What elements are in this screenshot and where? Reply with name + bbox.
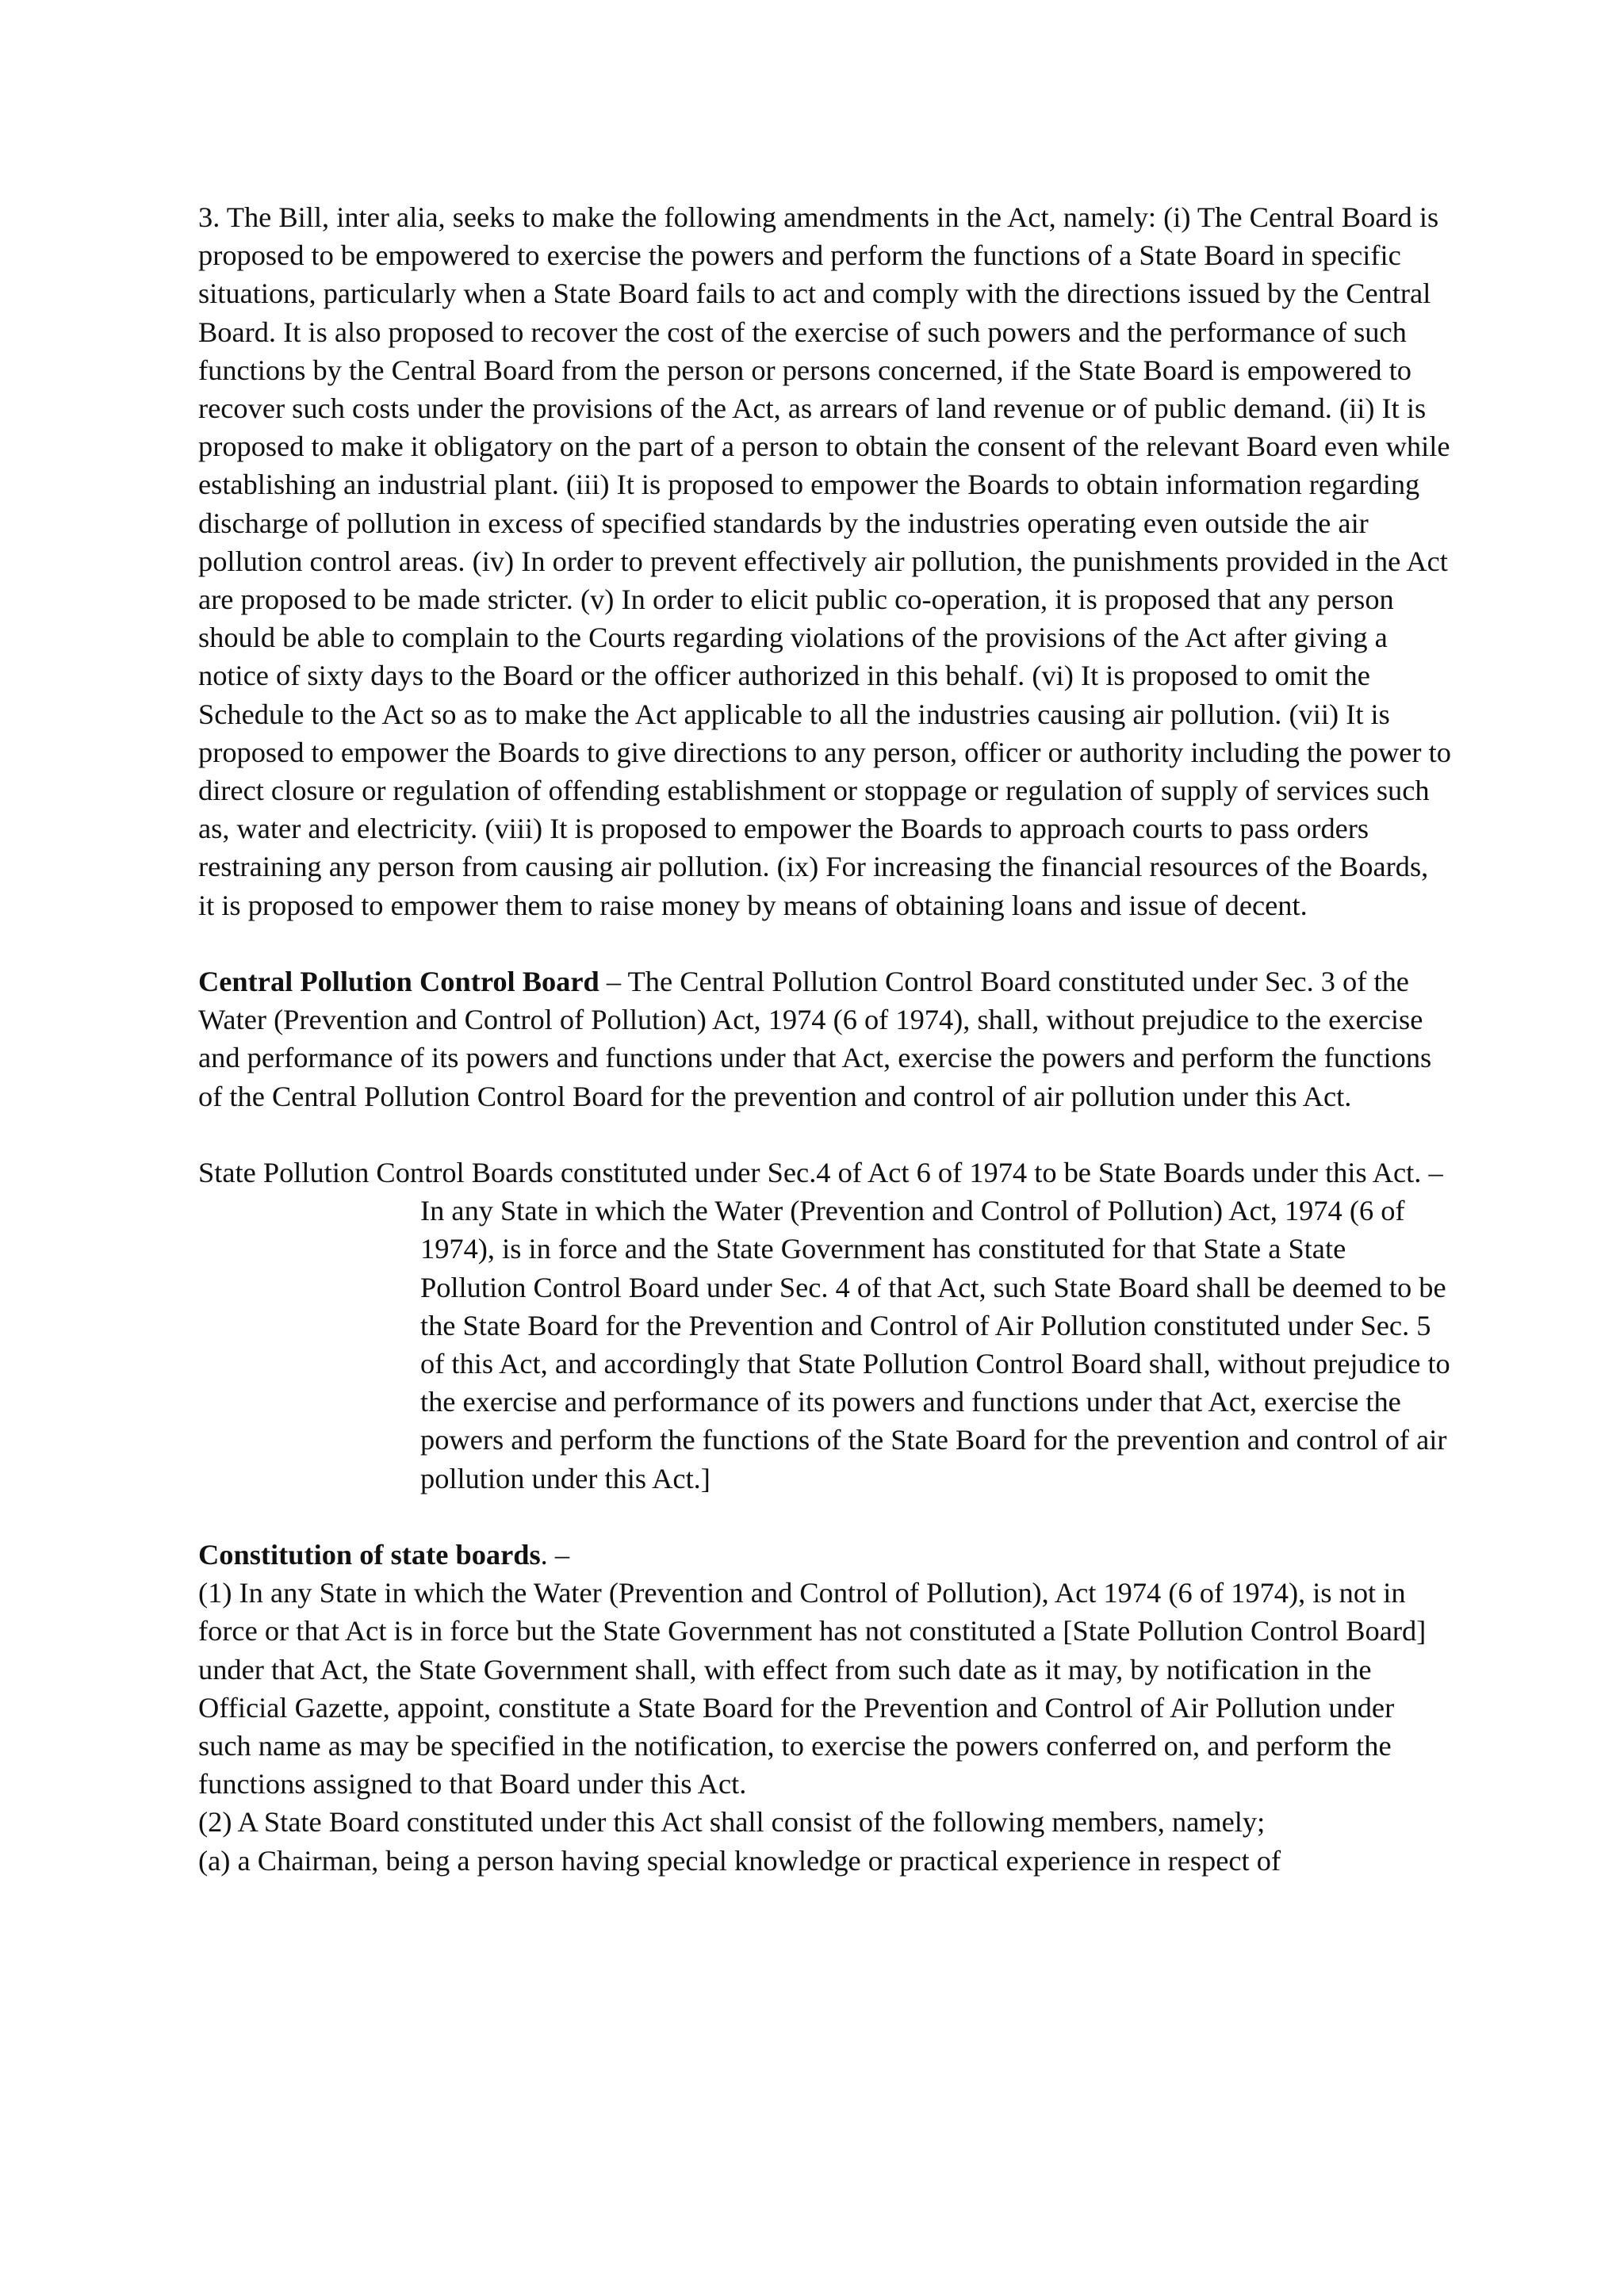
cpcb-text: – The Central Pollution Control Board constituted under Sec. 3 of the Water (Prevention and Control of Pollution) Act, 1974 (6 of 1974), shall, without prejudice to the exercise and performance of its powers and functions under that Act, exercise the powers and perform the functions of the Central Pollution Control Board for the prevention and control of air pollution under this Act. [198, 966, 1432, 1112]
spcb-heading: State Pollution Control Boards constituted under Sec.4 of Act 6 of 1974 to be State Boards under this Act. – [198, 1157, 1443, 1189]
spcb-paragraph: In any State in which the Water (Prevention and Control of Pollution) Act, 1974 (6 of 1974), is in force and the State Government has constituted for that State a State Pollution Control Board under Sec. 4 of that Act, such State Board shall be deemed to be the State Board for the Prevention and Control of Air Pollution constituted under Sec. 5 of this Act, and accordingly that State Pollution Control Board shall, without prejudice to the exercise and performance of its powers and functions under that Act, exercise the powers and perform the functions of the State Board for the prevention and control of air pollution under this Act.] [420, 1195, 1450, 1494]
bill-amendments-paragraph: 3. The Bill, inter alia, seeks to make the following amendments in the Act, namely: (i) The Central Board is proposed to be empowered to exercise the powers and perform the functions of a State Board in specific situations, particularly when a State Board fails to act and comply with the directions issued by the Central Board. It is also proposed to recover the cost of the exercise of such powers and the performance of such functions by the Central Board from the person or persons concerned, if the State Board is empowered to recover such costs under the provisions of the Act, as arrears of land revenue or of public demand. (ii) It is proposed to make it obligatory on the part of a person to obtain the consent of the relevant Board even while establishing an industrial plant. (iii) It is proposed to empower the Boards to obtain information regarding discharge of pollution in excess of specified standards by the industries operating even outside the air pollution control areas. (iv) In order to prevent effectively air pollution, the punishments provided in the Act are proposed to be made stricter. (v) In order to elicit public co-operation, it is proposed that any person should be able to complain to the Courts regarding violations of the provisions of the Act after giving a notice of sixty days to the Board or the officer authorized in this behalf. (vi) It is proposed to omit the Schedule to the Act so as to make the Act applicable to all the industries causing air pollution. (vii) It is proposed to empower the Boards to give directions to any person, officer or authority including the power to direct closure or regulation of offending establishment or stoppage or regulation of supply of services such as, water and electricity. (viii) It is proposed to empower the Boards to approach courts to pass orders restraining any person from causing air pollution. (ix) For increasing the financial resources of the Boards, it is proposed to empower them to raise money by means of obtaining loans and issue of decent. [198, 201, 1451, 921]
clause-2: (2) A State Board constituted under this Act shall consist of the following members, namely; [198, 1806, 1266, 1839]
clause-2a: (a) a Chairman, being a person having special knowledge or practical experience in respect of [198, 1844, 1281, 1877]
document-page [198, 198, 1451, 1880]
paragraph-gap [198, 924, 1451, 962]
paragraph-gap [198, 1115, 1451, 1154]
constitution-heading-line [198, 1536, 1451, 1574]
constitution-heading: Constitution of state boards [198, 1539, 541, 1571]
cpcb-heading: Central Pollution Control Board [198, 966, 599, 998]
cpcb-paragraph [198, 962, 1451, 1115]
paragraph-gap [198, 1498, 1451, 1536]
constitution-heading-suffix: . – [540, 1539, 570, 1571]
clause-1: (1) In any State in which the Water (Prevention and Control of Pollution), Act 1974 (6 of 1974), is not in force or that Act is in force but the State Government has not constituted a [State Pollution Control Board] under that Act, the State Government shall, with effect from such date as it may, by notification in the Official Gazette, appoint, constitute a State Board for the Prevention and Control of Air Pollution under such name as may be specified in the notification, to exercise the powers conferred on, and perform the functions assigned to that Board under this Act. [198, 1577, 1427, 1800]
